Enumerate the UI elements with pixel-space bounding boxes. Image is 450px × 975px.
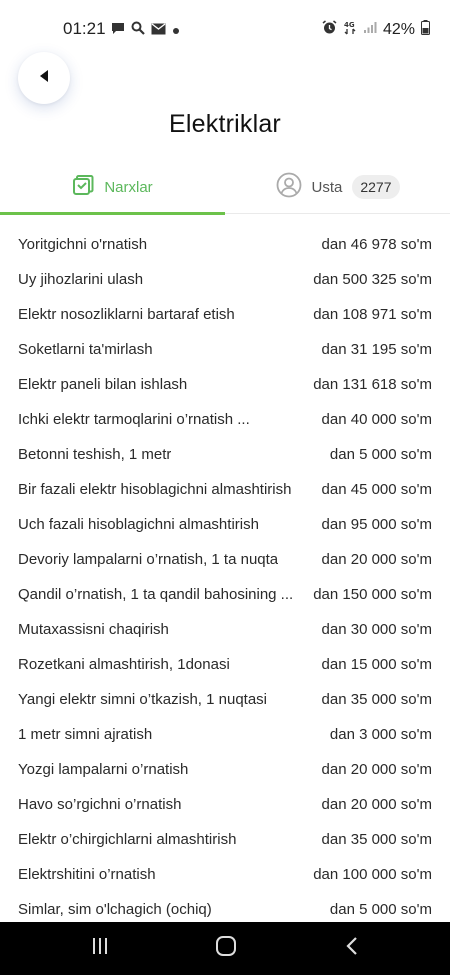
back-button[interactable]: [18, 52, 70, 104]
tab-masters-label: Usta: [311, 178, 343, 196]
system-icons: [322, 19, 430, 40]
service-name: Bir fazali elektr hisoblagichni almashtirish: [18, 481, 292, 498]
service-row[interactable]: [0, 682, 450, 717]
service-name: Uy jihozlarini ulash: [18, 271, 144, 288]
service-name: Yoritgichni o'rnatish: [18, 236, 148, 253]
user-avatar-icon: [276, 172, 302, 203]
service-row[interactable]: [0, 542, 450, 577]
service-name: Uch fazali hisoblagichni almashtirish: [18, 516, 259, 533]
nav-recents-button[interactable]: [70, 922, 130, 975]
battery-percent: 42%: [382, 20, 415, 38]
service-price: dan 31 195 so'm: [321, 341, 432, 358]
service-row[interactable]: [0, 227, 450, 262]
service-name: Elektr o’chirgichlarni almashtirish: [18, 831, 237, 848]
service-name: Elektrshitini o’rnatish: [18, 866, 156, 883]
service-name: Qandil o’rnatish, 1 ta qandil bahosining ...: [18, 586, 294, 603]
service-row[interactable]: [0, 717, 450, 752]
signal-icon: [363, 21, 377, 39]
service-row[interactable]: [0, 647, 450, 682]
service-price: dan 108 971 so'm: [313, 306, 432, 323]
network-4g-icon: [343, 19, 357, 40]
status-bar: [0, 0, 450, 58]
notification-icons: [111, 21, 180, 40]
service-price: dan 30 000 so'm: [321, 621, 432, 638]
recents-icon: [90, 936, 110, 961]
service-name: Yangi elektr simni o’tkazish, 1 nuqtasi: [18, 691, 268, 708]
service-row[interactable]: [0, 612, 450, 647]
service-row[interactable]: [0, 332, 450, 367]
system-nav-bar: [0, 922, 450, 975]
service-name: Elektr paneli bilan ishlash: [18, 376, 188, 393]
back-arrow-icon: [38, 69, 50, 88]
nav-back-button[interactable]: [322, 922, 382, 975]
service-row[interactable]: [0, 507, 450, 542]
service-row[interactable]: [0, 577, 450, 612]
tab-prices[interactable]: [0, 160, 225, 214]
chat-icon: [111, 22, 125, 40]
svg-text:4G: 4G: [343, 21, 355, 29]
service-row[interactable]: [0, 787, 450, 822]
page-title: Elektriklar: [169, 110, 281, 138]
battery-icon: [421, 20, 430, 40]
price-tag-icon: [72, 174, 94, 201]
service-name: Mutaxassisni chaqirish: [18, 621, 169, 638]
service-price: dan 3 000 so'm: [329, 726, 432, 743]
masters-count-badge: 2277: [352, 175, 399, 199]
service-row[interactable]: [0, 367, 450, 402]
service-price: dan 46 978 so'm: [321, 236, 432, 253]
service-row[interactable]: [0, 297, 450, 332]
service-price: dan 15 000 so'm: [321, 656, 432, 673]
home-icon: [215, 935, 237, 962]
service-price: dan 20 000 so'm: [321, 551, 432, 568]
alarm-icon: [322, 20, 337, 40]
service-name: Ichki elektr tarmoqlarini o’rnatish ...: [18, 411, 250, 428]
service-name: Devoriy lampalarni o’rnatish, 1 ta nuqta: [18, 551, 279, 568]
dot-icon: [172, 22, 180, 40]
service-row[interactable]: [0, 402, 450, 437]
service-price: dan 5 000 so'm: [329, 446, 432, 463]
service-price: dan 20 000 so'm: [321, 761, 432, 778]
mail-icon: [151, 22, 166, 40]
service-price: dan 150 000 so'm: [313, 586, 432, 603]
tab-masters[interactable]: [225, 160, 450, 214]
service-row[interactable]: [0, 752, 450, 787]
service-price: dan 35 000 so'm: [321, 831, 432, 848]
service-price: dan 5 000 so'm: [329, 901, 432, 918]
service-name: Yozgi lampalarni o’rnatish: [18, 761, 189, 778]
service-price: dan 131 618 so'm: [313, 376, 432, 393]
tab-bar: [0, 160, 450, 214]
status-time: 01:21: [63, 19, 106, 38]
search-icon: [131, 21, 145, 40]
service-price: dan 35 000 so'm: [321, 691, 432, 708]
back-chevron-icon: [345, 936, 359, 961]
service-price: dan 500 325 so'm: [313, 271, 432, 288]
service-name: 1 metr simni ajratish: [18, 726, 153, 743]
service-name: Elektr nosozliklarni bartaraf etish: [18, 306, 235, 323]
active-tab-indicator: [0, 212, 225, 215]
service-price: dan 45 000 so'm: [321, 481, 432, 498]
nav-home-button[interactable]: [196, 922, 256, 975]
service-row[interactable]: [0, 472, 450, 507]
service-name: Havo so’rgichni o’rnatish: [18, 796, 182, 813]
price-list: [0, 227, 450, 927]
service-row[interactable]: [0, 262, 450, 297]
service-row[interactable]: [0, 437, 450, 472]
service-price: dan 20 000 so'm: [321, 796, 432, 813]
service-row[interactable]: [0, 857, 450, 892]
service-name: Soketlarni ta'mirlash: [18, 341, 153, 358]
tab-prices-label: Narxlar: [104, 178, 153, 196]
service-name: Simlar, sim o'lchagich (ochiq): [18, 901, 212, 918]
service-row[interactable]: [0, 822, 450, 857]
service-price: dan 95 000 so'm: [321, 516, 432, 533]
service-name: Rozetkani almashtirish, 1donasi: [18, 656, 230, 673]
service-name: Betonni teshish, 1 metr: [18, 446, 172, 463]
service-price: dan 100 000 so'm: [313, 866, 432, 883]
service-price: dan 40 000 so'm: [321, 411, 432, 428]
